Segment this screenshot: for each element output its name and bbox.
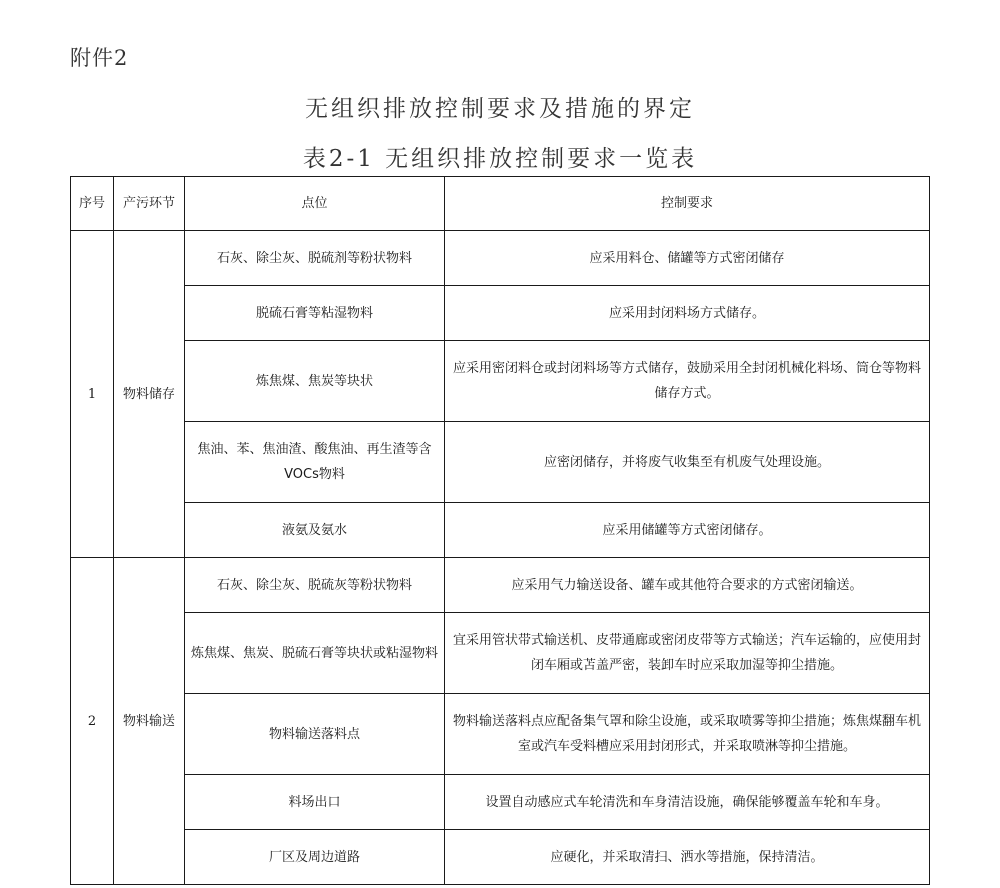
point-cell: 石灰、除尘灰、脱硫灰等粉状物料 bbox=[185, 558, 445, 613]
table-title: 表2-1 无组织排放控制要求一览表 bbox=[302, 146, 698, 172]
table-header-row bbox=[71, 177, 930, 231]
header-no: 序号 bbox=[71, 177, 114, 231]
table-row bbox=[71, 286, 930, 341]
requirement-cell: 应密闭储存，并将废气收集至有机废气处理设施。 bbox=[445, 422, 930, 503]
table-row bbox=[71, 775, 930, 830]
table-row bbox=[71, 830, 930, 885]
requirements-table bbox=[70, 176, 930, 885]
requirement-cell: 设置自动感应式车轮清洗和车身清洁设施，确保能够覆盖车轮和车身。 bbox=[445, 775, 930, 830]
row-number: 1 bbox=[71, 231, 114, 558]
requirement-cell: 宜采用管状带式输送机、皮带通廊或密闭皮带等方式输送；汽车运输的，应使用封闭车厢或苫盖严密，装卸车时应采取加湿等抑尘措施。 bbox=[445, 613, 930, 694]
point-cell: 炼焦煤、焦炭、脱硫石膏等块状或粘湿物料 bbox=[185, 613, 445, 694]
point-cell: 液氨及氨水 bbox=[185, 503, 445, 558]
requirement-cell: 应采用料仓、储罐等方式密闭储存 bbox=[445, 231, 930, 286]
requirement-cell: 应采用密闭料仓或封闭料场等方式储存，鼓励采用全封闭机械化料场、筒仓等物料储存方式。 bbox=[445, 341, 930, 422]
point-cell: 焦油、苯、焦油渣、酸焦油、再生渣等含VOCs物料 bbox=[185, 422, 445, 503]
requirement-cell: 物料输送落料点应配备集气罩和除尘设施，或采取喷雾等抑尘措施；炼焦煤翻车机室或汽车受料槽应采用封闭形式，并采取喷淋等抑尘措施。 bbox=[445, 694, 930, 775]
requirement-cell: 应采用储罐等方式密闭储存。 bbox=[445, 503, 930, 558]
table-row bbox=[71, 422, 930, 503]
point-cell: 物料输送落料点 bbox=[185, 694, 445, 775]
document-title: 无组织排放控制要求及措施的界定 bbox=[305, 96, 695, 122]
row-number: 2 bbox=[71, 558, 114, 885]
table-row bbox=[71, 613, 930, 694]
attachment-label: 附件2 bbox=[70, 46, 129, 70]
header-stage: 产污环节 bbox=[114, 177, 185, 231]
table-row bbox=[71, 231, 930, 286]
point-cell: 脱硫石膏等粘湿物料 bbox=[185, 286, 445, 341]
table-row bbox=[71, 341, 930, 422]
point-cell: 炼焦煤、焦炭等块状 bbox=[185, 341, 445, 422]
point-cell: 厂区及周边道路 bbox=[185, 830, 445, 885]
point-cell: 石灰、除尘灰、脱硫剂等粉状物料 bbox=[185, 231, 445, 286]
header-requirement: 控制要求 bbox=[445, 177, 930, 231]
stage-cell: 物料储存 bbox=[114, 231, 185, 558]
requirement-cell: 应硬化，并采取清扫、洒水等措施，保持清洁。 bbox=[445, 830, 930, 885]
point-cell: 料场出口 bbox=[185, 775, 445, 830]
header-point: 点位 bbox=[185, 177, 445, 231]
table-row bbox=[71, 694, 930, 775]
requirement-cell: 应采用气力输送设备、罐车或其他符合要求的方式密闭输送。 bbox=[445, 558, 930, 613]
table-row bbox=[71, 503, 930, 558]
table-row bbox=[71, 558, 930, 613]
stage-cell: 物料输送 bbox=[114, 558, 185, 885]
requirement-cell: 应采用封闭料场方式储存。 bbox=[445, 286, 930, 341]
